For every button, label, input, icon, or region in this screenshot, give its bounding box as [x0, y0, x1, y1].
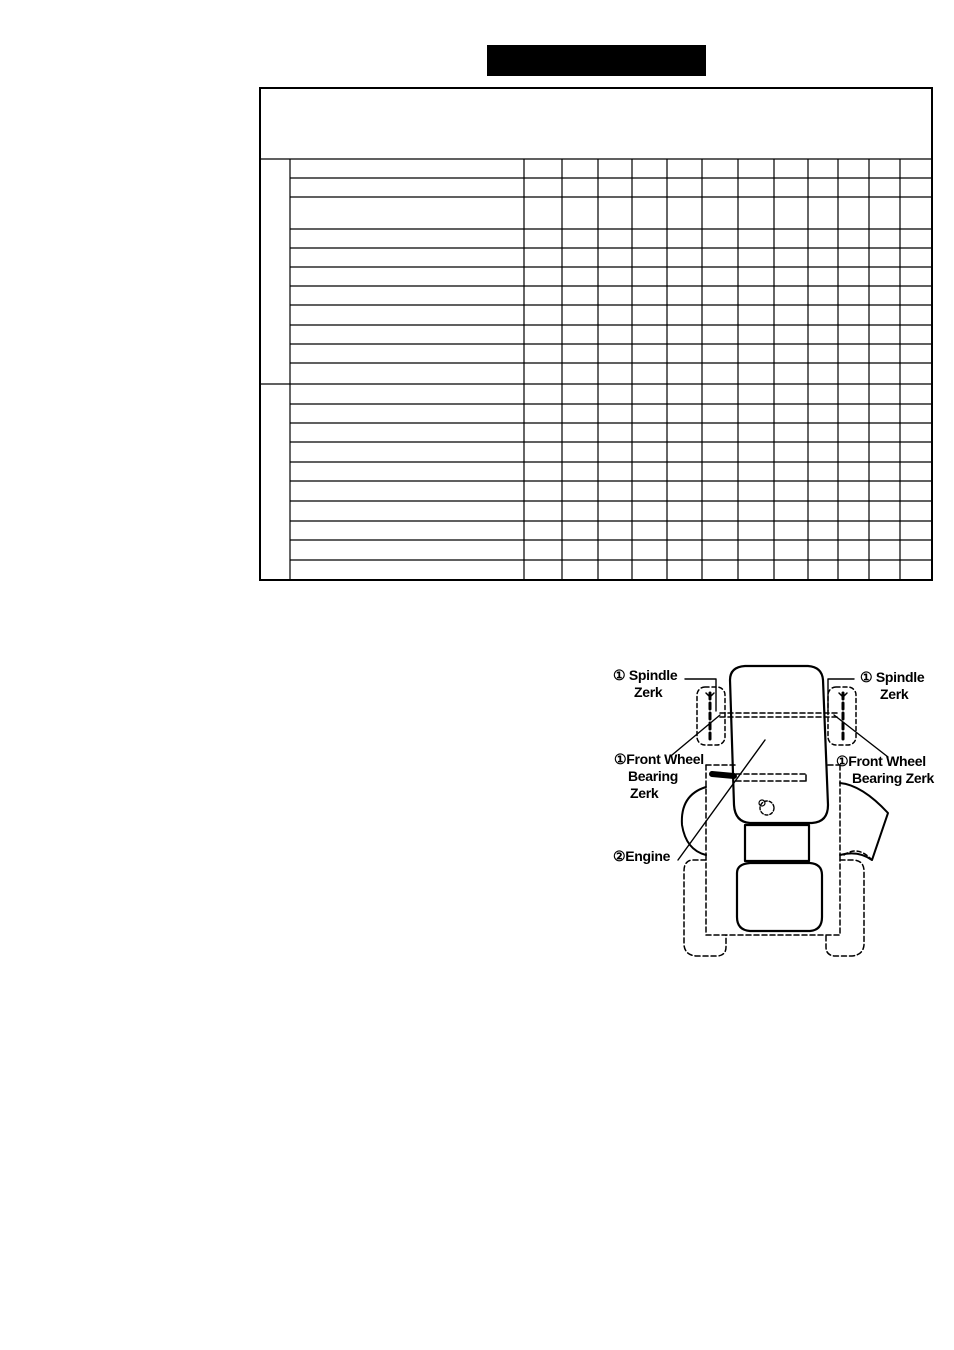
table-grid [261, 89, 935, 583]
label-front-wheel-left-2: Bearing [628, 768, 679, 784]
seat-outline [737, 863, 822, 931]
label-engine: ②Engine [613, 848, 671, 864]
label-front-wheel-left: ①Front Wheel [614, 751, 704, 767]
label-front-wheel-right-2: Bearing Zerk [852, 770, 934, 786]
label-spindle-left: ① Spindle [613, 667, 678, 683]
maintenance-schedule-table [259, 87, 933, 581]
discharge-chute [840, 783, 888, 860]
lubrication-points-diagram [600, 655, 954, 970]
label-front-wheel-left-3: Zerk [630, 785, 659, 801]
label-front-wheel-right: ①Front Wheel [836, 753, 926, 769]
hood-outline [730, 666, 828, 823]
left-rear-wheel [684, 860, 726, 956]
right-rear-wheel [826, 860, 864, 956]
label-spindle-right: ① Spindle [860, 669, 925, 685]
label-spindle-left-2: Zerk [634, 684, 663, 700]
page-title-bar [487, 45, 706, 76]
label-spindle-right-2: Zerk [880, 686, 909, 702]
